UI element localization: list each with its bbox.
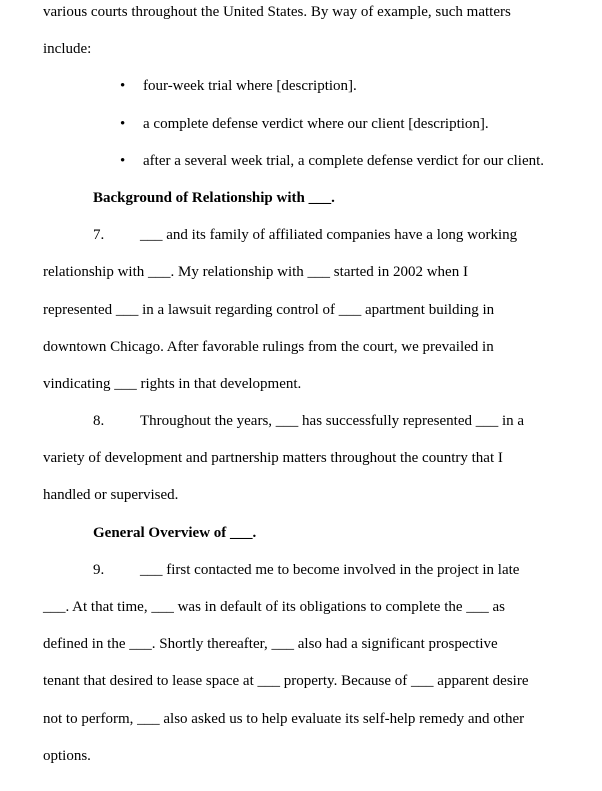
paragraph-line: Throughout the years, ___ has successfully represented ___ in a xyxy=(140,413,525,430)
bullet-icon: • xyxy=(120,115,126,132)
paragraph-number: 8. xyxy=(93,413,105,430)
paragraph-line: tenant that desired to lease space at ___ property. Because of ___ apparent desire xyxy=(43,673,529,690)
paragraph-number: 7. xyxy=(93,227,105,244)
paragraph-line: ___. At that time, ___ was in default of its obligations to complete the ___ as xyxy=(43,599,506,615)
bullet-icon: • xyxy=(120,78,126,95)
paragraph-line: include: xyxy=(43,41,92,58)
section-heading: Background of Relationship with ___. xyxy=(93,189,335,206)
paragraph-line: ___ first contacted me to become involved in the project in late xyxy=(140,561,520,578)
numbered-paragraph-first-line xyxy=(43,403,582,440)
numbered-paragraph-first-line xyxy=(43,552,582,589)
paragraph-line: ___ and its family of affiliated companies have a long working xyxy=(140,227,518,244)
paragraph-line: variety of development and partnership matters throughout the country that I xyxy=(43,450,503,467)
paragraph-line: handled or supervised. xyxy=(43,487,179,504)
section-heading: General Overview of ___. xyxy=(93,524,257,541)
list-item xyxy=(43,143,582,180)
paragraph-line: represented ___ in a lawsuit regarding control of ___ apartment building in xyxy=(43,301,495,318)
paragraph-line: relationship with ___. My relationship with ___ started in 2002 when I xyxy=(43,264,468,281)
bullet-icon: • xyxy=(120,152,126,169)
paragraph-line: not to perform, ___ also asked us to help evaluate its self-help remedy and other xyxy=(43,710,525,727)
paragraph-number: 9. xyxy=(93,561,105,578)
list-item-text: after a several week trial, a complete defense verdict for our client. xyxy=(143,152,545,169)
list-item xyxy=(43,68,582,105)
paragraph-line: various courts throughout the United States. By way of example, such matters xyxy=(43,4,511,20)
paragraph-line: defined in the ___. Shortly thereafter, ___ also had a significant prospective xyxy=(43,636,498,653)
list-item xyxy=(43,106,582,143)
numbered-paragraph-first-line xyxy=(43,217,582,254)
paragraph-line: options. xyxy=(43,747,91,764)
list-item-text: a complete defense verdict where our client [description]. xyxy=(143,115,489,132)
list-item-text: four-week trial where [description]. xyxy=(143,78,357,95)
paragraph-line: vindicating ___ rights in that development. xyxy=(43,375,302,392)
paragraph-line: downtown Chicago. After favorable rulings from the court, we prevailed in xyxy=(43,338,494,355)
